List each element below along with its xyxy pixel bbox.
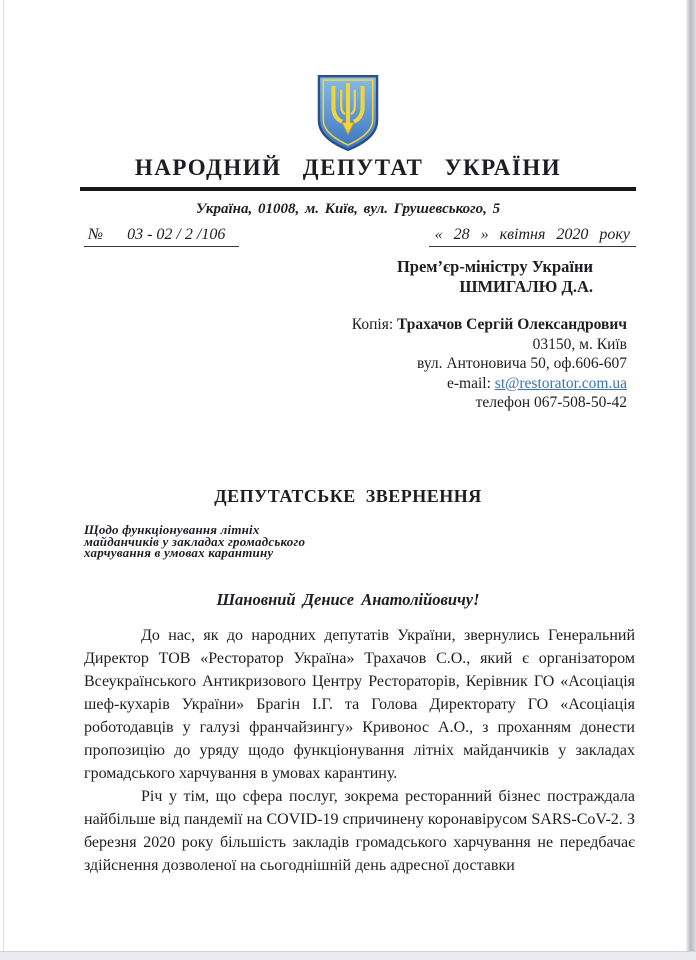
copy-recipient-email-line (352, 374, 627, 394)
scan-edge-left (3, 0, 4, 960)
email-link[interactable]: st@restorator.com.ua (494, 374, 627, 392)
scan-edge-right (686, 0, 696, 952)
subject-line: майданчиків у закладах громадського (84, 533, 306, 549)
ukraine-coat-of-arms-icon (317, 74, 379, 152)
copy-recipient-block (352, 315, 627, 413)
organization-address: Україна, 01008, м. Київ, вул. Грушевського, 5 (195, 201, 501, 217)
salutation: Шановний Денисе Анатолійовичу! (216, 590, 480, 609)
letterhead-divider (80, 187, 636, 191)
copy-recipient-postcode-city: 03150, м. Київ (532, 335, 627, 353)
document-title: ДЕПУТАТСЬКЕ ЗВЕРНЕННЯ (214, 486, 482, 506)
copy-recipient-street: вул. Антоновича 50, оф.606-607 (417, 355, 627, 372)
addressee-position: Прем’єр-міністру України (396, 257, 593, 276)
body-paragraph: Річ у тім, що сфера послуг, зокрема ресторанний бізнес постраждала найбільше від пандемії на COVID-19 спричинену коронавірусом SARS-CoV-2. З березня 2020 року більшість закладів громадського харчування не передбачає здійснення дозволеної на сьогоднішній день адресної доставки (84, 788, 635, 874)
addressee-name: ШМИГАЛЮ Д.А. (459, 277, 593, 296)
copy-recipient-line (352, 315, 627, 335)
document-date: « 28 » квітня 2020 року (429, 226, 636, 247)
subject-block (84, 524, 444, 559)
document-number (84, 226, 239, 247)
document-number-value: 03 - 02 / 2 /106 (127, 226, 226, 243)
scan-edge-bottom (0, 951, 696, 960)
subject-line: Щодо функціонування літніх (84, 522, 260, 537)
subject-line: харчування в умовах карантину (84, 545, 274, 560)
reference-row (84, 226, 636, 247)
letter-body (84, 624, 635, 877)
document-number-label: № (88, 226, 104, 243)
addressee-block (397, 257, 593, 297)
copy-label: Копія: (351, 316, 394, 333)
body-paragraph: До нас, як до народних депутатів України, звернулись Генеральний Директор ТОВ «Ресторатор Україна» Трахачов С.О., який є організатором Всеукраїнського Антикризового Центру Рестораторів, Керівник ГО «Асоціація шеф-кухарів України» Брагін І.Г. та Голова Директорату ГО «Асоціація роботодавців у галузі франчайзингу» Кривонос А.О., з проханням донести пропозицію до уряду щодо функціонування літніх майданчиків у закладах громадського харчування в умовах карантину. (84, 627, 635, 782)
organization-title: НАРОДНИЙ ДЕПУТАТ УКРАЇНИ (134, 155, 562, 180)
email-label: e-mail: (447, 374, 491, 392)
copy-recipient-phone: телефон 067-508-50-42 (475, 394, 627, 411)
copy-recipient-name: Трахачов Сергій Олександрович (397, 316, 627, 333)
